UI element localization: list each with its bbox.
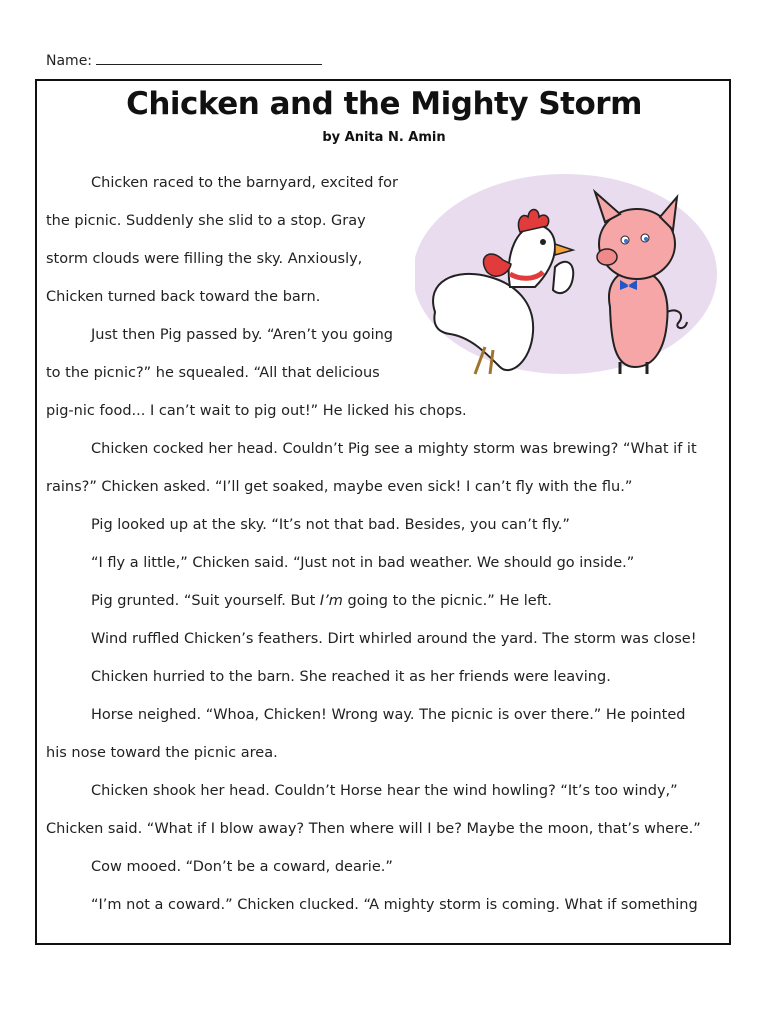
story-line: his nose toward the picnic area. [46, 745, 278, 761]
story-line: Chicken turned back toward the barn. [46, 289, 321, 305]
name-label: Name: [46, 53, 93, 69]
name-field-label [46, 50, 322, 69]
story-line: Chicken cocked her head. Couldn’t Pig see a mighty storm was brewing? “What if it [91, 441, 697, 457]
story-line: Chicken shook her head. Couldn’t Horse hear the wind howling? “It’s too windy,” [91, 783, 678, 799]
story-line-part: Pig grunted. “Suit yourself. But [91, 593, 320, 609]
story-line: “I’m not a coward.” Chicken clucked. “A mighty storm is coming. What if something [91, 897, 698, 913]
story-line: Cow mooed. “Don’t be a coward, dearie.” [91, 859, 393, 875]
chicken-and-pig-illustration [415, 162, 720, 384]
name-blank-line[interactable] [96, 50, 322, 65]
story-line [91, 593, 552, 609]
story-title: Chicken and the Mighty Storm [126, 86, 642, 122]
story-line: Horse neighed. “Whoa, Chicken! Wrong way. The picnic is over there.” He pointed [91, 707, 686, 723]
story-line: Chicken hurried to the barn. She reached it as her friends were leaving. [91, 669, 611, 685]
story-line: the picnic. Suddenly she slid to a stop. Gray [46, 213, 366, 229]
story-line: storm clouds were filling the sky. Anxiously, [46, 251, 363, 267]
story-line: Chicken raced to the barnyard, excited for [91, 175, 398, 191]
story-line: Pig looked up at the sky. “It’s not that bad. Besides, you can’t fly.” [91, 517, 570, 533]
story-line: “I fly a little,” Chicken said. “Just not in bad weather. We should go inside.” [91, 555, 635, 571]
story-line: Just then Pig passed by. “Aren’t you going [91, 327, 394, 343]
story-line: Wind ruffled Chicken’s feathers. Dirt whirled around the yard. The storm was close! [91, 631, 697, 647]
story-line: rains?” Chicken asked. “I’ll get soaked, maybe even sick! I can’t fly with the flu.” [46, 479, 633, 495]
story-line: pig-nic food... I can’t wait to pig out!” He licked his chops. [46, 403, 467, 419]
story-line-part: going to the picnic.” He left. [342, 593, 552, 609]
story-line: to the picnic?” he squealed. “All that delicious [46, 365, 380, 381]
story-line: Chicken said. “What if I blow away? Then where will I be? Maybe the moon, that’s where.” [46, 821, 701, 837]
story-byline: by Anita N. Amin [322, 130, 446, 145]
story-line-emphasis: I’m [319, 593, 343, 609]
